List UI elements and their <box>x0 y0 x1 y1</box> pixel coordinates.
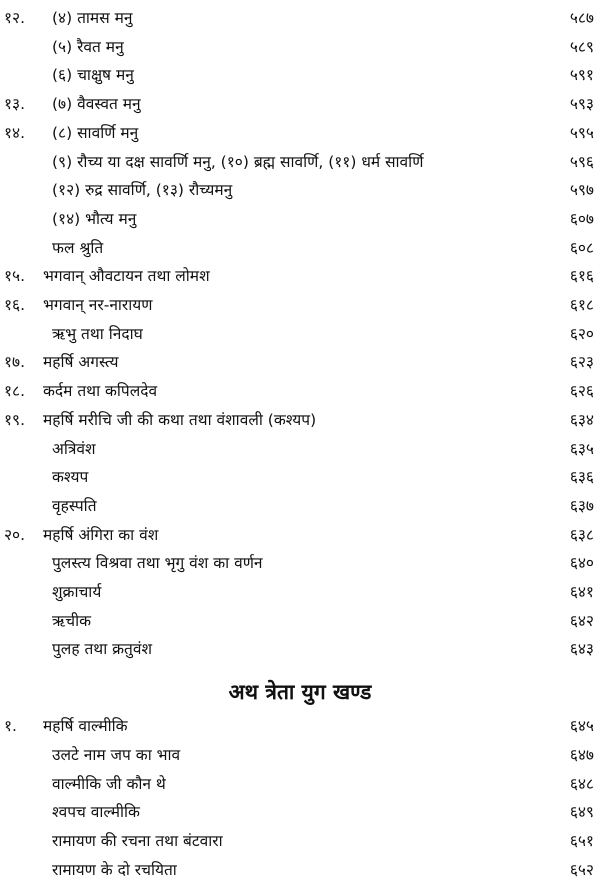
entry-title: महर्षि अंगिरा का वंश <box>43 525 159 544</box>
entry-page-number: ६४३ <box>569 640 594 659</box>
toc-entry <box>0 33 600 61</box>
toc-entry <box>0 90 600 118</box>
toc-entry <box>0 578 600 606</box>
toc-entry <box>0 435 600 463</box>
toc-entry <box>0 549 600 577</box>
entry-page-number: ५९१ <box>569 66 594 85</box>
entry-title: श्वपच वाल्मीकि <box>52 803 140 822</box>
toc-entry <box>0 320 600 348</box>
entry-title: महर्षि मरीचि जी की कथा तथा वंशावली (कश्यप) <box>43 410 317 429</box>
entry-page-number: ६४७ <box>569 745 594 764</box>
entry-page-number: ५९३ <box>569 95 594 114</box>
entry-title: (८) सावर्णि मनु <box>52 123 139 142</box>
toc-entry <box>0 492 600 520</box>
entry-page-number: ६१६ <box>569 267 594 286</box>
entry-page-number: ६४१ <box>569 583 594 601</box>
entry-number: १८. <box>4 382 26 401</box>
toc-entry <box>0 291 600 319</box>
entry-title: भगवान् औवटायन तथा लोमश <box>43 267 210 286</box>
entry-title: महर्षि अगस्त्य <box>43 353 119 372</box>
toc-entry <box>0 119 600 147</box>
entry-page-number: ५९६ <box>569 152 594 171</box>
entry-page-number: ६०७ <box>569 209 594 228</box>
entry-page-number: ६४२ <box>569 611 594 630</box>
toc-entry <box>0 377 600 405</box>
entry-page-number: ६०८ <box>569 238 594 257</box>
entry-number: २०. <box>4 525 26 544</box>
entry-title: रामायण के दो रचयिता <box>52 861 177 879</box>
entry-page-number: ५९५ <box>569 123 594 142</box>
toc-entry <box>0 635 600 663</box>
entry-page-number: ६३५ <box>569 439 594 458</box>
entry-page-number: ६२६ <box>569 382 594 401</box>
toc-entry <box>0 148 600 176</box>
entry-number: १७. <box>4 353 26 372</box>
toc-entry <box>0 798 600 826</box>
entry-page-number: ६४९ <box>569 803 594 822</box>
entry-page-number: ६५१ <box>569 832 594 851</box>
toc-entry <box>0 856 600 884</box>
entry-title: (६) चाक्षुष मनु <box>52 66 134 85</box>
toc-entry <box>0 406 600 434</box>
entry-title: फल श्रुति <box>52 238 104 257</box>
entry-page-number: ६२० <box>569 324 594 343</box>
toc-entry <box>0 176 600 204</box>
toc-entry <box>0 770 600 798</box>
toc-entry <box>0 463 600 491</box>
entry-page-number: ६३६ <box>569 468 594 487</box>
entry-number: १२. <box>4 9 26 27</box>
entry-title: शुक्राचार्य <box>52 583 102 601</box>
entry-title: रामायण की रचना तथा बंटवारा <box>52 832 223 851</box>
entry-page-number: ६४८ <box>569 774 594 793</box>
entry-number: १५. <box>4 267 26 286</box>
toc-entry <box>0 234 600 262</box>
toc-entry <box>0 61 600 89</box>
entry-title: पुलह तथा क्रतुवंश <box>52 640 153 659</box>
entry-page-number: ६४५ <box>569 717 594 735</box>
entry-title: वाल्मीकि जी कौन थे <box>52 774 166 793</box>
entry-page-number: ६५२ <box>569 861 594 879</box>
entry-number: १. <box>4 717 17 735</box>
toc-entry <box>0 607 600 635</box>
entry-page-number: ५८७ <box>569 9 594 27</box>
toc-entry <box>0 205 600 233</box>
entry-title: (५) रैवत मनु <box>52 37 124 56</box>
entry-title: पुलस्त्य विश्रवा तथा भृगु वंश का वर्णन <box>52 554 263 573</box>
entry-page-number: ६३८ <box>569 525 594 544</box>
toc-entry <box>0 262 600 290</box>
entry-page-number: ६२३ <box>569 353 594 372</box>
entry-page-number: ६३४ <box>569 410 594 429</box>
entry-page-number: ६१८ <box>569 296 594 314</box>
entry-title: उलटे नाम जप का भाव <box>52 745 181 764</box>
section-heading: अथ त्रेता युग खण्ड <box>228 680 372 704</box>
entry-title: भगवान् नर-नारायण <box>43 296 153 314</box>
toc-entry <box>0 741 600 769</box>
entry-page-number: ६४० <box>569 554 594 573</box>
toc-entry <box>0 348 600 376</box>
toc-entry <box>0 827 600 855</box>
entry-title: (४) तामस मनु <box>52 9 133 27</box>
entry-title: कश्यप <box>52 468 89 487</box>
toc-entry <box>0 4 600 32</box>
entry-title: महर्षि वाल्मीकि <box>43 717 128 735</box>
entry-title: ऋभु तथा निदाघ <box>52 324 143 343</box>
entry-title: (७) वैवस्वत मनु <box>52 95 141 114</box>
entry-title: (१४) भौत्य मनु <box>52 209 137 228</box>
entry-page-number: ५८९ <box>569 37 594 56</box>
entry-title: वृहस्पति <box>52 496 97 515</box>
toc-entry <box>0 521 600 549</box>
entry-number: १४. <box>4 123 26 142</box>
entry-page-number: ५९७ <box>569 181 594 200</box>
entry-page-number: ६३७ <box>569 496 594 515</box>
entry-title: ऋचीक <box>52 611 91 630</box>
entry-number: १९. <box>4 410 26 429</box>
entry-title: (१२) रुद्र सावर्णि, (१३) रौच्यमनु <box>52 181 233 200</box>
entry-title: (९) रौच्य या दक्ष सावर्णि मनु, (१०) ब्रह्म सावर्णि, (११) धर्म सावर्णि <box>52 152 424 171</box>
toc-entry <box>0 712 600 740</box>
entry-number: १३. <box>4 95 26 114</box>
entry-title: अत्रिवंश <box>52 439 96 458</box>
entry-title: कर्दम तथा कपिलदेव <box>43 382 158 401</box>
entry-number: १६. <box>4 296 26 314</box>
